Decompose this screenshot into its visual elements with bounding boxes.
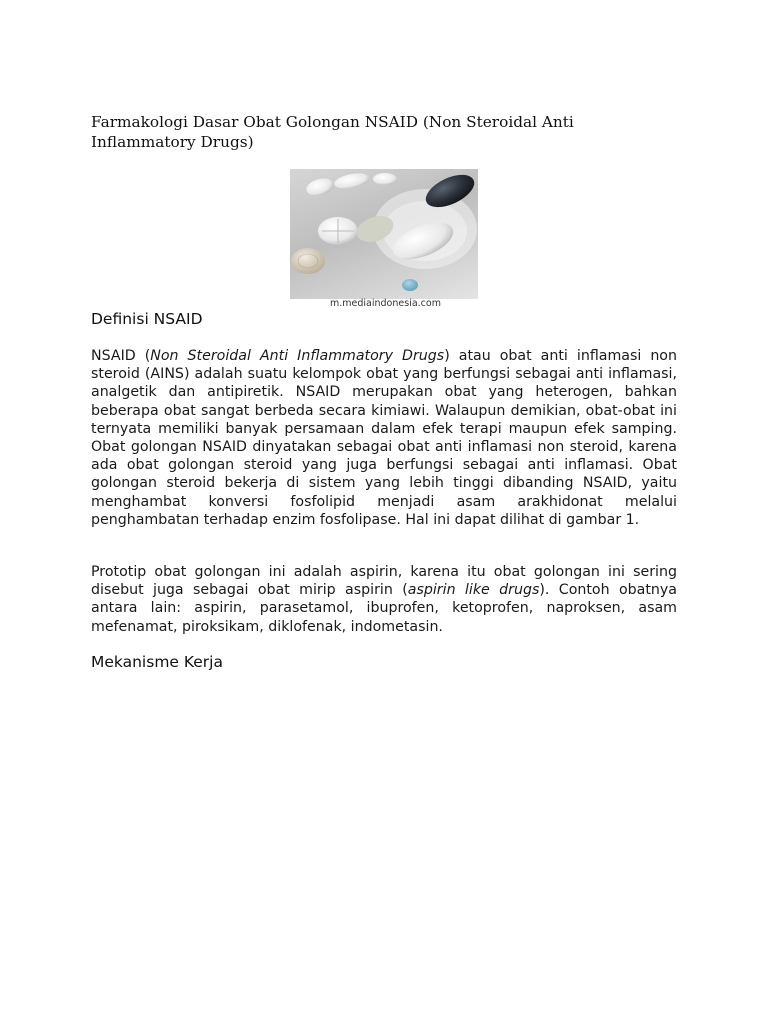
paragraph-text: ). Contoh obatnya antara lain: aspirin, parasetamol, ibuprofen, ketoprofen, naproksen, asam mefenamat, piroksikam, diklofenak, indometasin. <box>91 582 677 635</box>
section-heading-mekanisme: Mekanisme Kerja <box>91 653 223 671</box>
paragraph-text: Prototip obat golongan ini adalah aspirin, karena itu obat golongan ini sering disebut juga sebagai obat mirip aspirin ( <box>91 564 677 599</box>
figure-caption: m.mediaindonesia.com <box>330 298 441 309</box>
paragraph-prototip <box>91 563 677 636</box>
paragraph-text: ) atau obat anti inflamasi non steroid (AINS) adalah suatu kelompok obat yang berfungsi sebagai anti inflamasi, analgetik dan antipiretik. NSAID merupakan obat yang heterogen, bahkan beberapa obat sangat berbeda secara kimiawi. Walaupun demikian, obat-obat ini ternyata memiliki banyak persamaan dalam efek terapi maupun efek samping. Obat golongan NSAID dinyatakan sebagai obat anti inflamasi non steroid, karena ada obat golongan steroid yang juga berfungsi sebagai anti inflamasi. Obat golongan steroid bekerja di sistem yang lebih tinggi dibanding NSAID, yaitu menghambat konversi fosfolipid menjadi asam arakhidonat melalui penghambatan terhadap enzim fosfolipase. Hal ini dapat dilihat di gambar 1. <box>91 348 677 528</box>
italic-term: aspirin like drugs <box>407 582 540 599</box>
paragraph-text: NSAID ( <box>91 348 151 364</box>
pills-photo <box>290 169 478 299</box>
pills-illustration <box>290 169 478 299</box>
paragraph-definisi <box>91 347 677 529</box>
italic-term: Non Steroidal Anti Inflammatory Drugs <box>150 348 445 364</box>
document-title: Farmakologi Dasar Obat Golongan NSAID (Non Steroidal Anti Inflammatory Drugs) <box>91 113 574 151</box>
section-heading-definisi: Definisi NSAID <box>91 310 203 328</box>
